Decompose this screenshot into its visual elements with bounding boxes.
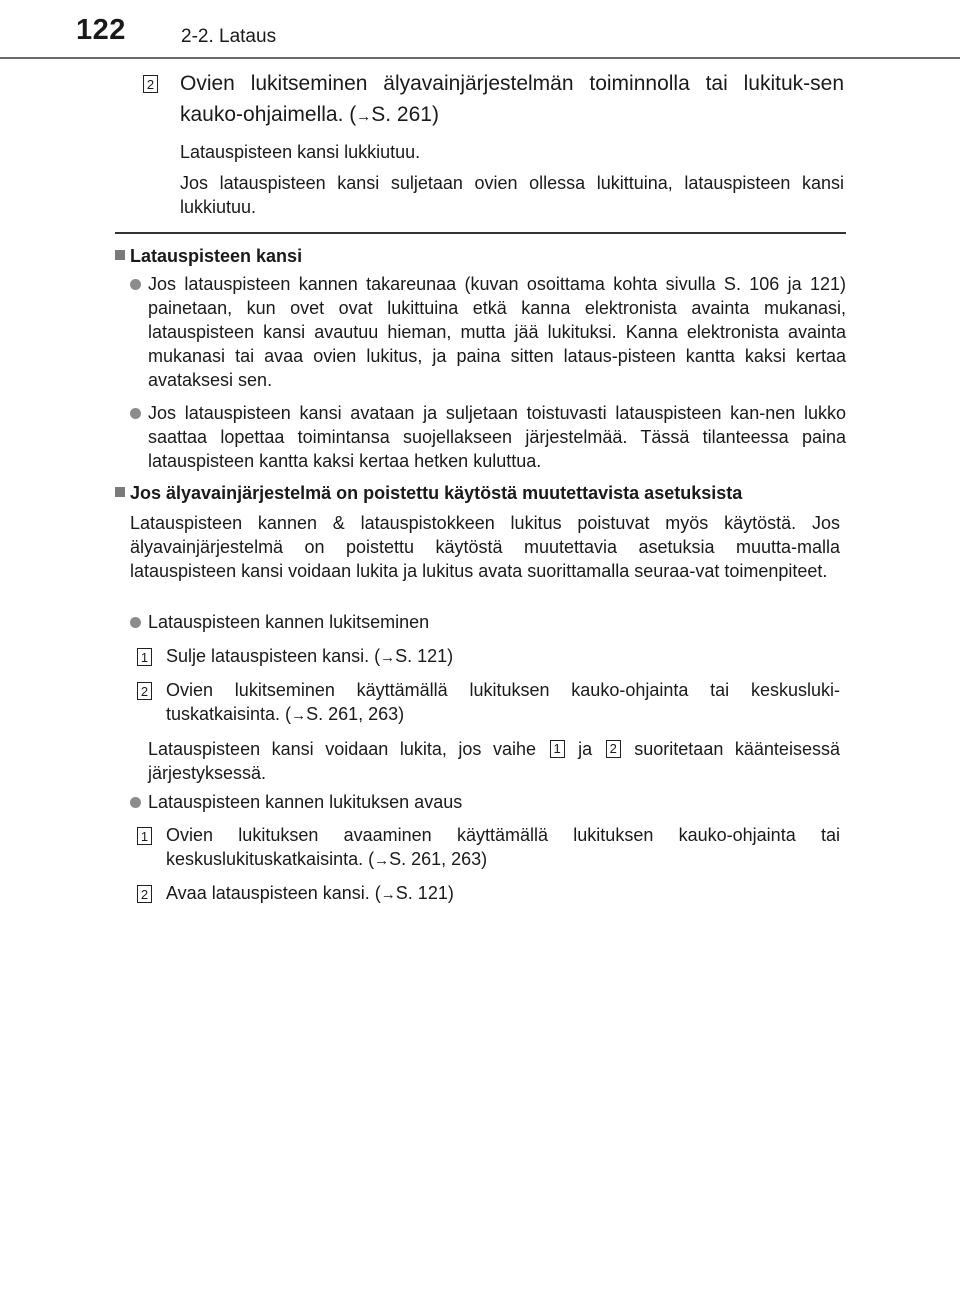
unlock-step-1-b: S. 261, 263) [389, 849, 488, 869]
lock-step-1-a: Sulje latauspisteen kansi. ( [166, 646, 381, 666]
section-title: 2-2. Lataus [181, 26, 277, 47]
arrow-icon: → [291, 707, 307, 724]
arrow-icon: → [380, 886, 396, 903]
unlock-title: Latauspisteen kannen lukituksen avaus [148, 792, 463, 812]
arrow-icon: → [374, 852, 390, 869]
square-bullet-icon [115, 487, 125, 497]
lock-note-c: suoritetaan käänteisessä järjestyksessä. [148, 739, 840, 783]
lock-step-1 [166, 644, 840, 670]
intro-step-text [180, 68, 844, 132]
section-divider [115, 232, 846, 234]
unlock-step-2-b: S. 121) [395, 883, 454, 903]
unlock-step-1-a: Ovien lukituksen avaaminen käyttämällä lukituksen kauko-ohjainta tai keskuslukituskatkaisinta. ( [166, 825, 840, 869]
lock-note-mid: ja [578, 739, 593, 759]
unlock-step-2 [166, 881, 840, 907]
lock-step-2 [166, 678, 840, 728]
page-header [0, 0, 960, 58]
page-number: 122 [76, 14, 126, 46]
section2-heading: Jos älyavainjärjestelmä on poistettu käytöstä muutettavista asetuksista [130, 483, 743, 503]
intro-note-2: Jos latauspisteen kansi suljetaan ovien ollessa lukittuina, latauspisteen kansi lukkiutuu. [180, 173, 844, 217]
lock-step-2-a: Ovien lukitseminen käyttämällä lukituksen kauko-ohjainta tai keskusluki-tuskatkaisinta. ( [166, 680, 840, 724]
section2-paragraph: Latauspisteen kannen & latauspistokkeen lukitus poistuvat myös käytöstä. Jos älyavainjärjestelmä on poistettu käytöstä muutettavia asetuksia muutta-malla latauspisteen kansi voidaan lukita ja lukitus avata suorittamalla seuraa-vat toimenpiteet. [130, 513, 840, 581]
lock-title: Latauspisteen kannen lukitseminen [148, 612, 430, 632]
section1-heading: Latauspisteen kansi [130, 246, 303, 266]
intro-step-text-b: S. 261) [371, 103, 439, 126]
intro-step-text-a: Ovien lukitseminen älyavainjärjestelmän toiminnolla tai lukituk-sen kauko-ohjaimella. ( [180, 72, 844, 126]
unlock-step-2-a: Avaa latauspisteen kansi. ( [166, 883, 381, 903]
step-badge: 2 [137, 885, 152, 903]
arrow-icon: → [380, 649, 396, 666]
lock-note [148, 737, 840, 785]
inline-step-badge: 1 [550, 740, 565, 758]
step-badge: 2 [143, 75, 158, 93]
arrow-icon: → [356, 108, 372, 125]
section1-bullet-1: Jos latauspisteen kannen takareunaa (kuvan osoittama kohta sivulla S. 106 ja 121) painetaan, kun ovet ovat lukittuina etkä kanna elektronista avainta mukanasi, latauspisteen kansi avautuu hieman, mutta jää lukituksi. Kanna elektronista avainta mukanasi tai avaa ovien lukitus, ja paina sitten lataus-pisteen kantta kaksi kertaa avataksesi sen. [148, 274, 846, 390]
unlock-step-1 [166, 823, 840, 873]
square-bullet-icon [115, 250, 125, 260]
step-badge: 1 [137, 827, 152, 845]
intro-note-1: Latauspisteen kansi lukkiutuu. [180, 142, 421, 162]
lock-note-a: Latauspisteen kansi voidaan lukita, jos vaihe [148, 739, 537, 759]
header-rule [0, 57, 960, 59]
round-bullet-icon [130, 279, 141, 290]
lock-step-1-b: S. 121) [395, 646, 454, 666]
step-badge: 1 [137, 648, 152, 666]
section1-bullet-2: Jos latauspisteen kansi avataan ja suljetaan toistuvasti latauspisteen kan-nen lukko saattaa lopettaa toimintansa suojellakseen järjestelmää. Tässä tilanteessa paina latauspisteen kantta kaksi kertaa hetken kuluttua. [148, 403, 846, 471]
step-badge: 2 [137, 682, 152, 700]
round-bullet-icon [130, 617, 141, 628]
lock-step-2-b: S. 261, 263) [306, 704, 405, 724]
round-bullet-icon [130, 408, 141, 419]
inline-step-badge: 2 [606, 740, 621, 758]
round-bullet-icon [130, 797, 141, 808]
